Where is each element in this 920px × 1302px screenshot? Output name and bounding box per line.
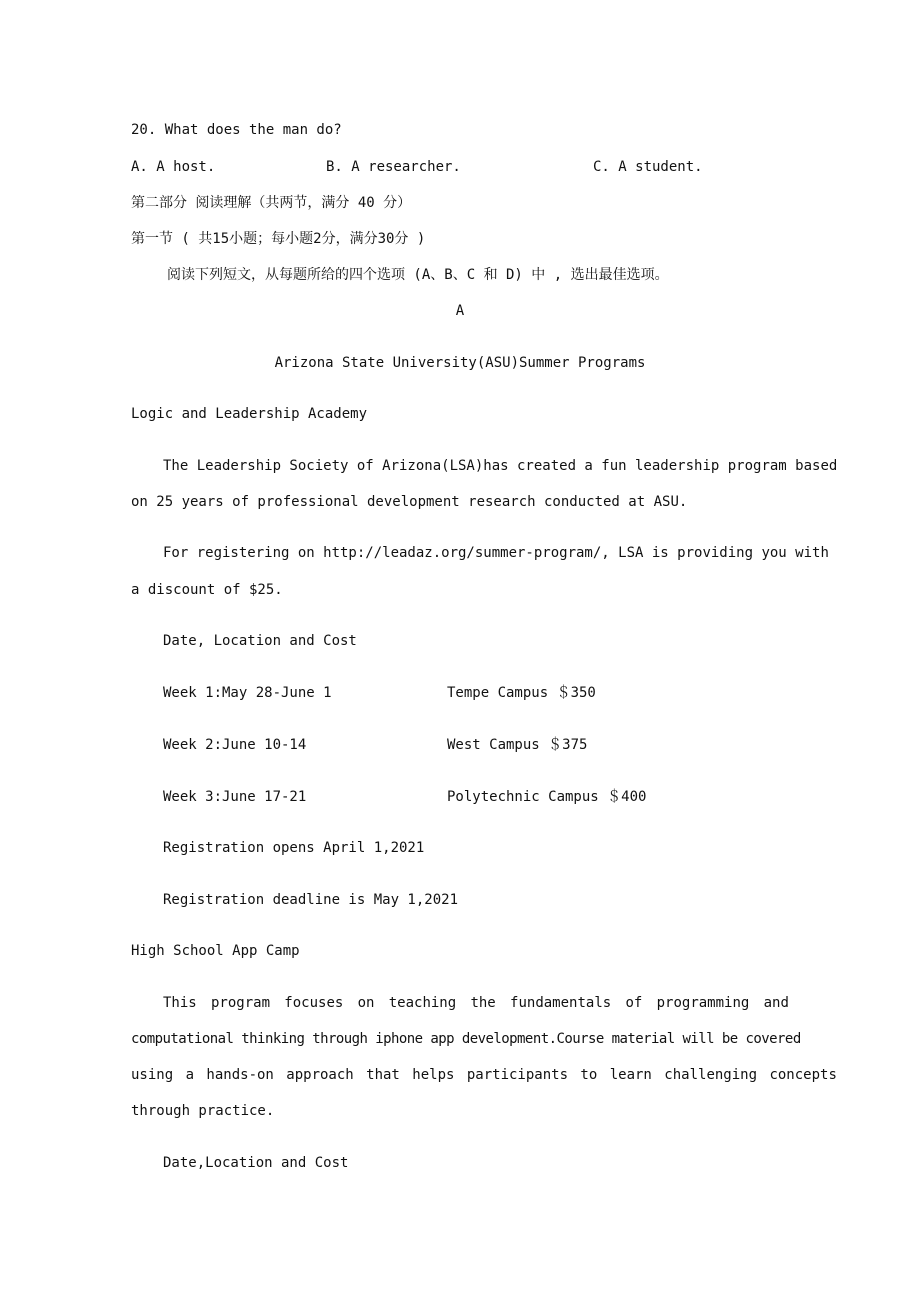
program2-para-line3: using a hands-on approach that helps participants to learn challenging concepts xyxy=(131,1067,837,1083)
word: and xyxy=(763,995,789,1011)
program1-heading: Logic and Leadership Academy xyxy=(131,406,368,422)
registration-deadline: Registration deadline is May 1,2021 xyxy=(163,892,459,908)
schedule-location: Tempe Campus ＄350 xyxy=(447,685,596,701)
program2-para-line2: computational thinking through iphone app development.Course material will be covered xyxy=(131,1031,801,1047)
option-b: B. A researcher. xyxy=(326,159,461,175)
program1-schedule-heading: Date, Location and Cost xyxy=(163,633,357,649)
program1-para1-line1: The Leadership Society of Arizona(LSA)has created a fun leadership program based xyxy=(163,458,838,474)
schedule-week: Week 1:May 28-June 1 xyxy=(163,685,332,701)
program2-heading: High School App Camp xyxy=(131,943,300,959)
program2-para-line1 xyxy=(163,993,789,1013)
schedule-week: Week 2:June 10-14 xyxy=(163,737,307,753)
word: programming xyxy=(656,995,750,1011)
instruction: 阅读下列短文，从每题所给的四个选项 (A、B、C 和 D) 中 , 选出最佳选项。 xyxy=(167,267,669,283)
schedule-location: West Campus ＄375 xyxy=(447,737,588,753)
word: on xyxy=(357,995,375,1011)
registration-opens: Registration opens April 1,2021 xyxy=(163,840,425,856)
word: the xyxy=(470,995,496,1011)
question-20-text: 20. What does the man do? xyxy=(131,122,342,138)
passage-letter: A xyxy=(455,303,465,319)
word: of xyxy=(625,995,643,1011)
word: fundamentals xyxy=(510,995,612,1011)
word: teaching xyxy=(388,995,457,1011)
program1-para1-line2: on 25 years of professional development research conducted at ASU. xyxy=(131,494,688,510)
schedule-week: Week 3:June 17-21 xyxy=(163,789,307,805)
option-a: A. A host. xyxy=(131,159,216,175)
word: This xyxy=(163,995,197,1011)
schedule-location: Polytechnic Campus ＄400 xyxy=(447,789,647,805)
program1-para2-line1: For registering on http://leadaz.org/summer-program/, LSA is providing you with xyxy=(163,545,829,561)
subsection-title: 第一节 ( 共15小题；每小题2分，满分30分 ) xyxy=(131,231,426,247)
program1-para2-line2: a discount of $25. xyxy=(131,582,283,598)
word: focuses xyxy=(284,995,344,1011)
passage-title: Arizona State University(ASU)Summer Programs xyxy=(274,355,646,371)
program2-para-line4: through practice. xyxy=(131,1103,275,1119)
part-title: 第二部分 阅读理解（共两节，满分 40 分） xyxy=(131,195,412,211)
word: program xyxy=(211,995,271,1011)
program2-schedule-heading: Date,Location and Cost xyxy=(163,1155,349,1171)
option-c: C. A student. xyxy=(593,159,703,175)
